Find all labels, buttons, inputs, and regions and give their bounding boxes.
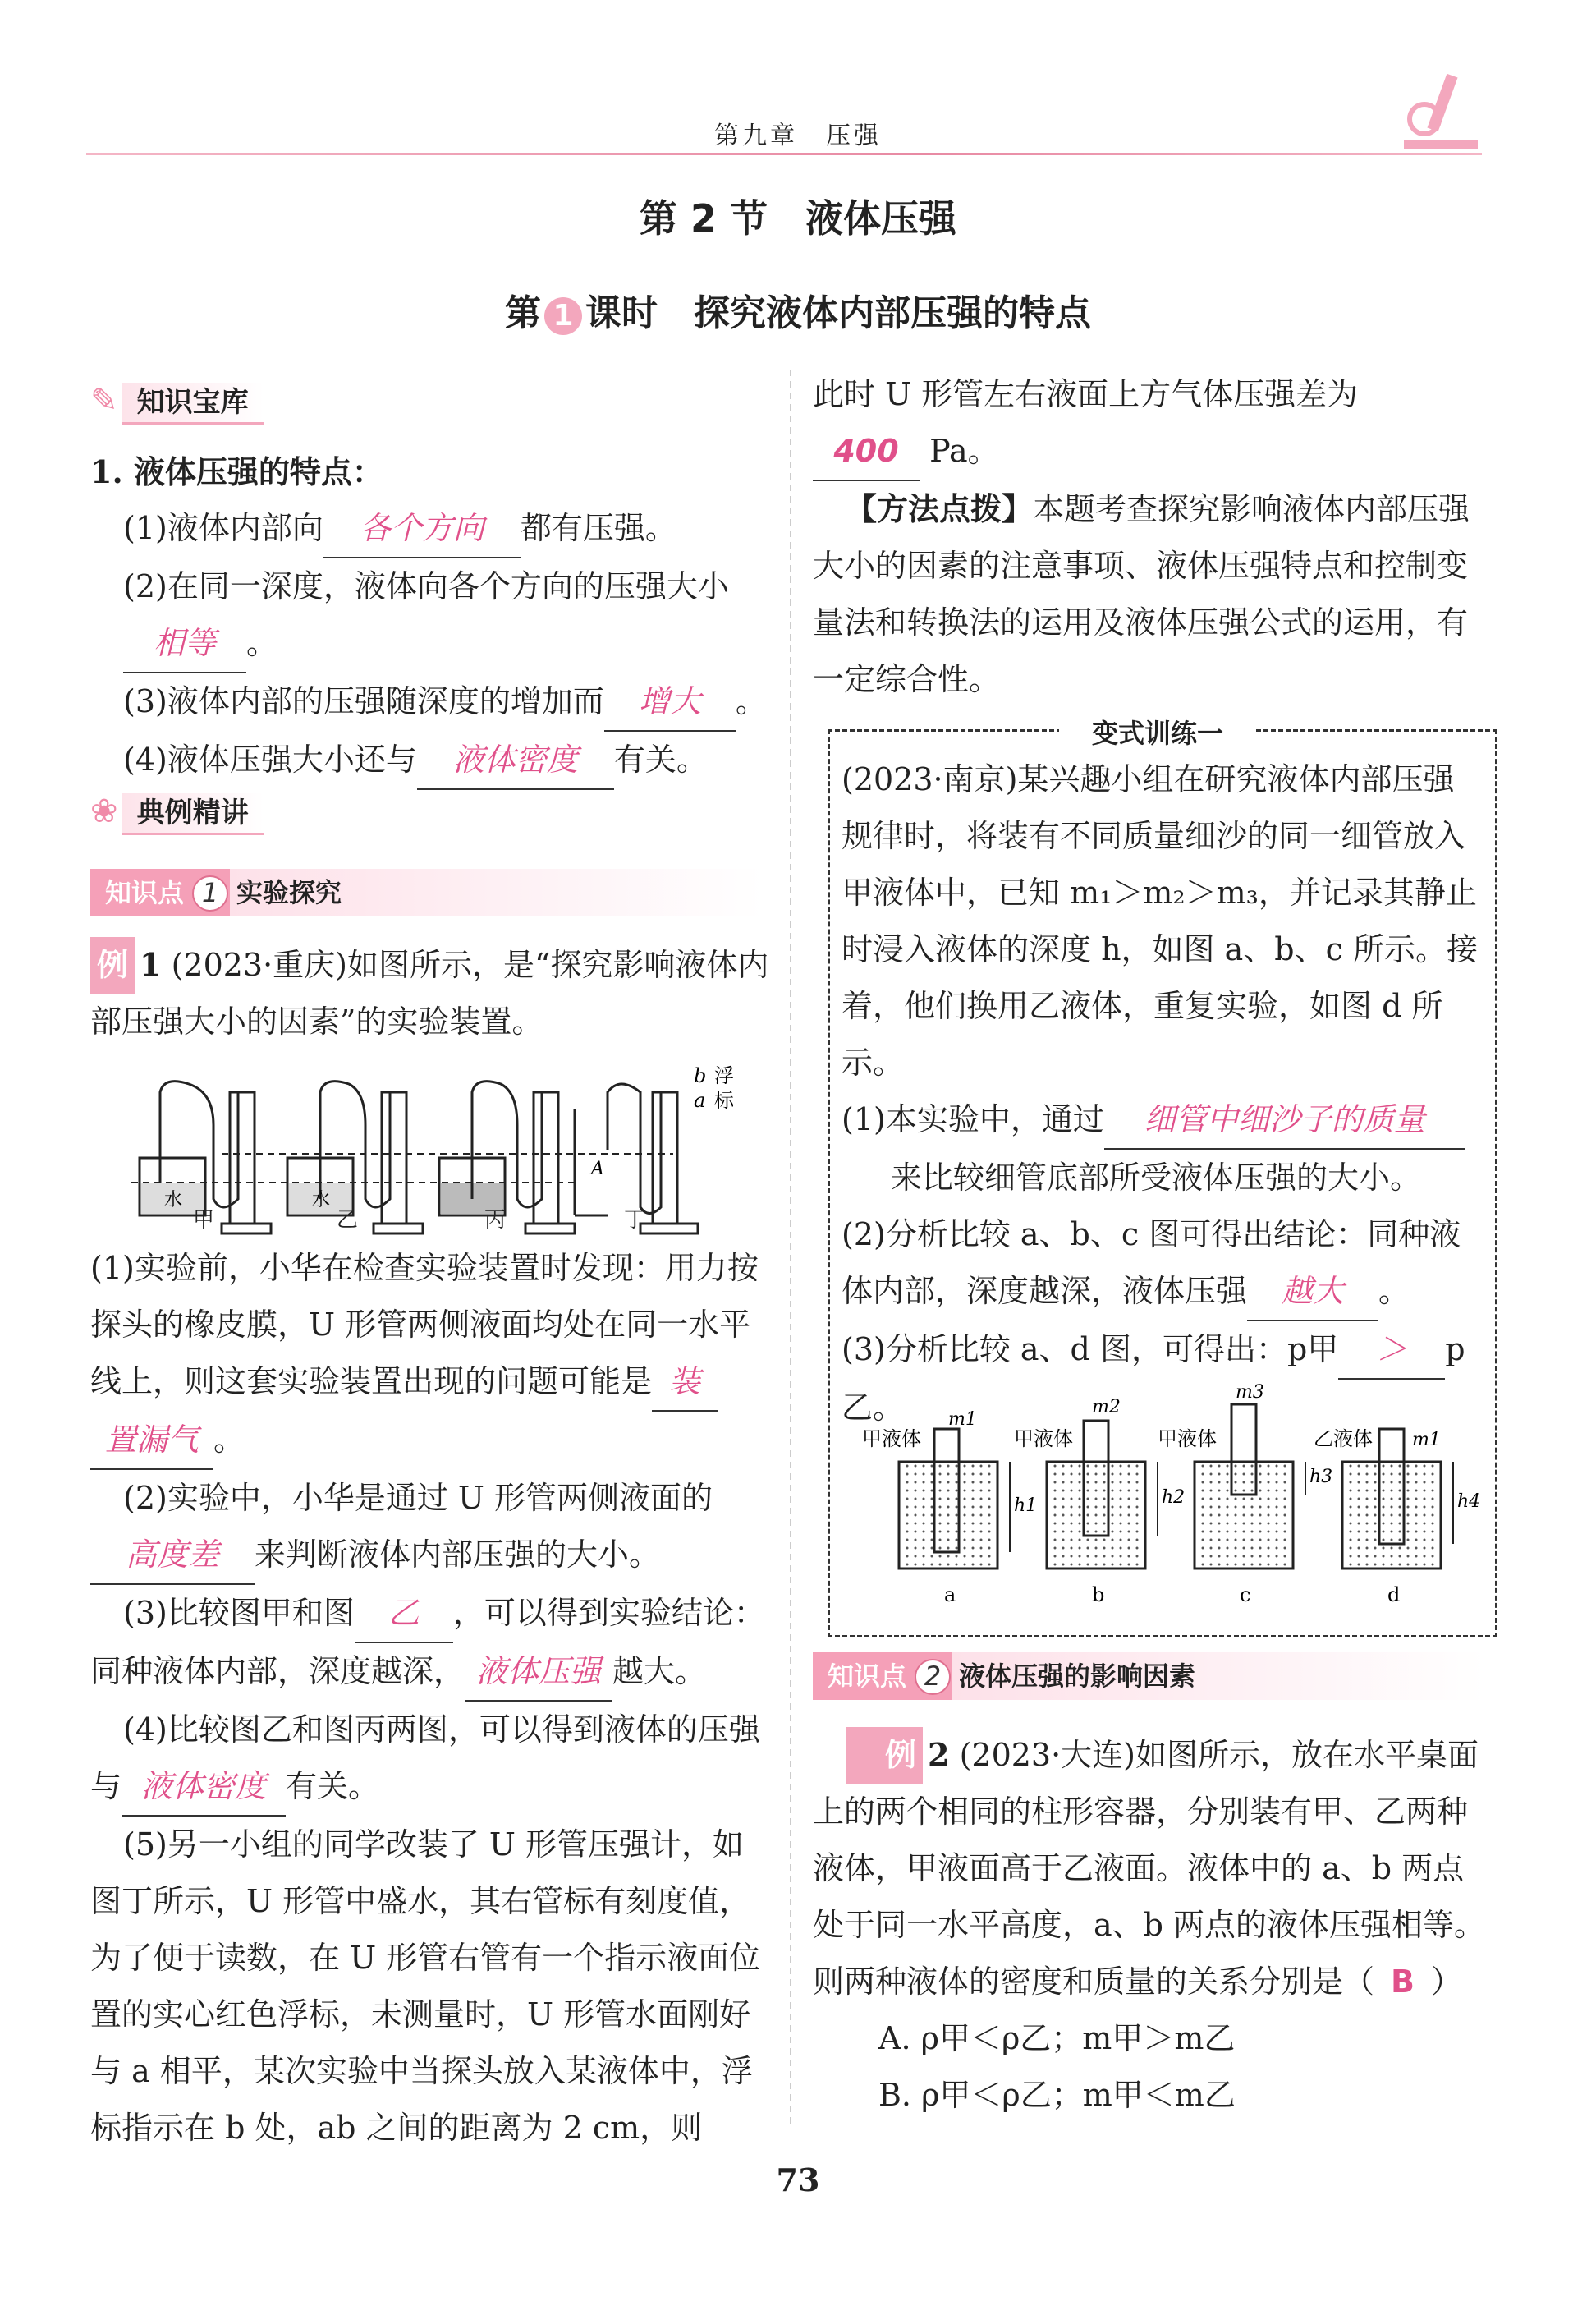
svg-text:m3: m3 [1236,1382,1264,1403]
examples-tag: 典例精讲 [122,793,264,835]
variant-q3: (3)分析比较 a、d 图，可得出：p甲 ＞ p乙。 [842,1321,1482,1436]
chapter-header: 第九章 压强 [714,122,882,150]
header-divider [86,153,1482,155]
svg-text:a: a [694,1089,706,1112]
part-3: (3)比较图甲和图 乙 ，可以得到实验结论：同种液体内部，深度越深， 液体压强 越大。 [90,1585,772,1702]
svg-text:甲液体: 甲液体 [1158,1427,1217,1450]
bow-icon: ❀ [90,792,118,830]
svg-text:b: b [694,1064,707,1087]
answer-blank: 液体压强 [465,1643,612,1702]
svg-text:浮: 浮 [714,1064,734,1087]
part-5-answer: 400 Pa。 [813,423,1494,481]
svg-text:水: 水 [164,1190,183,1210]
lesson-number: 1 [544,297,582,335]
answer-blank: 高度差 [90,1527,255,1585]
knowledge-point-1: 知识点 1 实验探究 [90,869,764,916]
option-a: A. ρ甲＜ρ乙；m甲＞m乙 [878,2020,1236,2056]
svg-text:h3: h3 [1309,1467,1333,1487]
answer-blank: ＞ [1338,1321,1445,1380]
variant-stem: (2023·南京)某兴趣小组在研究液体内部压强规律时，将装有不同质量细沙的同一细管放入甲液体中，已知 m₁＞m₂＞m₃，并记录其静止时浸入液体的深度 h，如图 a、b、c 所示。接着，他们换用乙液体，重复实验，如图 d 所示。 [842,761,1478,1081]
variant-content [842,751,1482,1436]
answer-blank: 各个方向 [323,500,521,558]
svg-text:m2: m2 [1092,1397,1121,1417]
svg-text:a: a [944,1583,956,1606]
examples-tag-wrap [90,790,264,830]
knowledge-item-2: (2)在同一深度，液体向各个方向的压强大小 [123,568,729,604]
svg-text:标: 标 [714,1089,734,1112]
svg-text:乙液体: 乙液体 [1314,1427,1373,1450]
part-5-cont: 此时 U 形管左右液面上方气体压强差为 [813,376,1359,412]
feather-icon: ✎ [90,382,118,420]
tube-depth-figure [854,1380,1481,1618]
lesson-title [0,283,1596,336]
svg-text:A: A [591,1159,604,1179]
answer-blank: 400 [813,423,920,481]
knowledge-tag-wrap [90,379,264,420]
microscope-icon [1396,57,1486,154]
svg-text:c: c [1240,1583,1251,1606]
part-5: (5)另一小组的同学改装了 U 形管压强计，如图丁所示，U 形管中盛水，其右管标有刻度值，为了便于读数，在 U 形管右管有一个指示液面位置的实心红色浮标，未测量时，U 形管水面刚好与 a 相平，某次实验中当探头放入某液体中，浮标指示在 b 处，ab 之间的距离为 2 cm，则 [90,1826,761,2146]
knowledge-tag: 知识宝库 [122,383,264,425]
answer-blank: 细管中细沙子的质量 [1104,1091,1465,1150]
method-text: 本题考查探究影响液体内部压强大小的因素的注意事项、液体压强特点和控制变量法和转换法的运用及液体压强公式的运用，有一定综合性。 [813,491,1470,697]
column-divider [790,370,791,2127]
svg-text:甲液体: 甲液体 [862,1427,921,1450]
example-1-continued [813,366,1494,708]
svg-text:h2: h2 [1162,1487,1186,1508]
part-4: (4)比较图乙和图丙两图，可以得到液体的压强与 液体密度 有关。 [90,1702,772,1817]
method-label: 【方法点拨】 [846,491,1034,527]
knowledge-item-1: (1)液体内部向 各个方向 都有压强。 [90,500,772,558]
example-1 [90,936,772,1050]
svg-text:m1: m1 [1412,1430,1441,1450]
svg-text:甲液体: 甲液体 [1014,1427,1073,1450]
variant-title: 变式训练一 [1059,713,1256,751]
answer-blank: 液体密度 [122,1758,286,1817]
example-2-answer: B [1391,1964,1415,2000]
knowledge-item-4: (4)液体压强大小还与 液体密度 有关。 [90,732,772,790]
part-1b: 置漏气 。 [90,1412,772,1470]
method-tip [813,481,1494,708]
knowledge-point-2: 知识点 2 液体压强的影响因素 [813,1652,1486,1700]
answer-blank: 越大 [1247,1263,1378,1321]
svg-text:h1: h1 [1014,1495,1038,1516]
svg-text:水: 水 [312,1190,331,1210]
svg-text:d: d [1387,1583,1401,1606]
variant-q2: (2)分析比较 a、b、c 图可得出结论：同种液体内部，深度越深，液体压强 越大 。 [842,1206,1482,1321]
answer-blank: 液体密度 [417,732,614,790]
answer-blank: 乙 [355,1585,453,1643]
page-number: 73 [776,2161,820,2198]
knowledge-block [90,443,772,790]
example-1-stem: 例 1 (2023·重庆)如图所示，是“探究影响液体内部压强大小的因素”的实验装置。 [90,936,772,1050]
section-title: 第 2 节 液体压强 [639,196,957,241]
knowledge-q1: 1. 液体压强的特点： [90,453,383,490]
knowledge-item-2b: 相等 。 [90,615,772,673]
svg-text:h4: h4 [1457,1491,1481,1512]
part-2: (2)实验中，小华是通过 U 形管两侧液面的高度差 来判断液体内部压强的大小。 [90,1470,772,1585]
svg-text:m1: m1 [948,1409,977,1430]
example-2-stem: 例 2 (2023·大连)如图所示，放在水平桌面上的两个相同的柱形容器，分别装有甲、乙两种液体，甲液面高于乙液面。液体中的 a、b 两点处于同一水平高度，a、b 两点的液体压强相等。则两种液体的密度和质量的关系分别是（ B ） [813,1726,1494,2010]
example-2 [813,1726,1494,2124]
knowledge-item-3: (3)液体内部的压强随深度的增加而 增大 。 [90,673,772,732]
part-1: (1)实验前，小华在检查实验装置时发现：用力按探头的橡皮膜，U 形管两侧液面均处在同一水平线上，则这套实验装置出现的问题可能是 装 [90,1240,772,1412]
option-b: B. ρ甲＜ρ乙；m甲＜m乙 [878,2077,1236,2113]
answer-blank: 增大 [604,673,736,732]
example-1-parts [90,1240,772,2157]
svg-text:b: b [1092,1583,1105,1606]
answer-blank: 相等 [123,615,246,673]
answer-blank: 置漏气 [90,1412,213,1470]
lesson-suffix: 课时 探究液体内部压强的特点 [585,292,1091,334]
lesson-prefix: 第 [505,292,541,334]
variant-q1b: 来比较细管底部所受液体压强的大小。 [891,1160,1422,1196]
answer-blank: 装 [652,1353,718,1412]
variant-q1: (1)本实验中，通过 细管中细沙子的质量 [842,1091,1482,1150]
